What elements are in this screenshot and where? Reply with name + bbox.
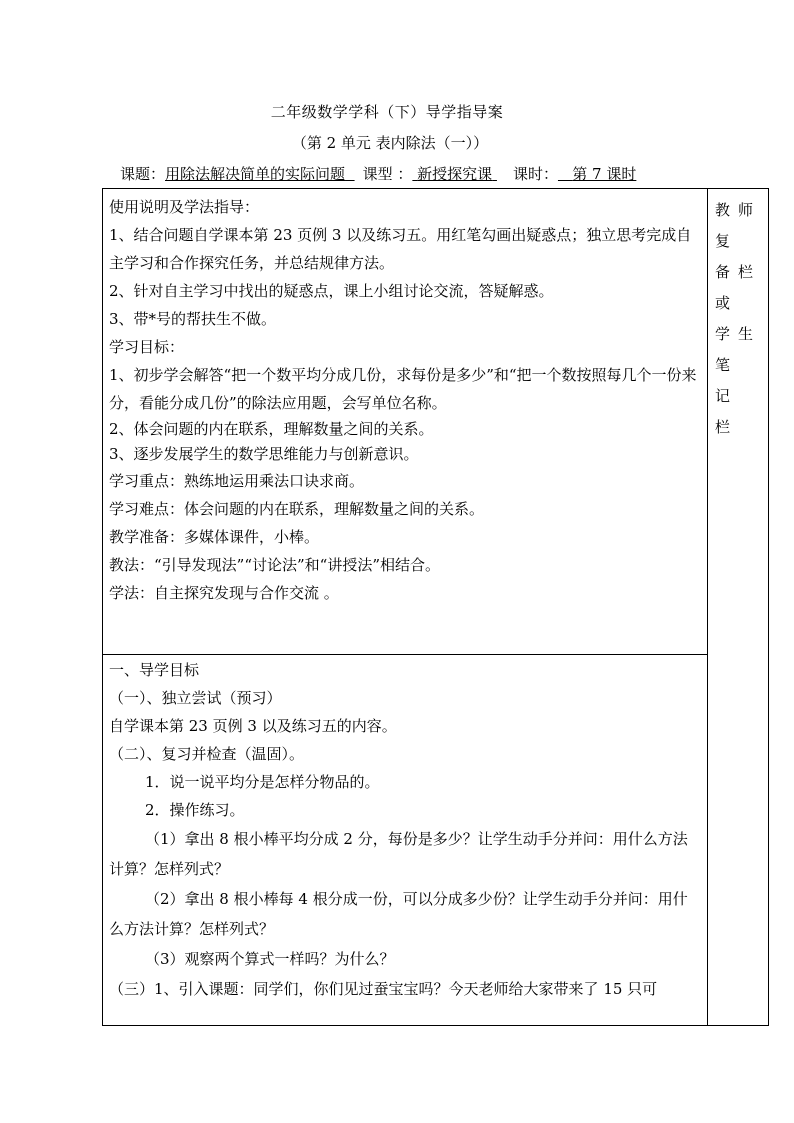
question-item: （3）观察两个算式一样吗？为什么？ [145,950,395,968]
difficulty: 学习难点：体会问题的内在联系，理解数量之间的关系。 [109,500,485,518]
type-label: 课型 ： [362,165,413,183]
side-line: 学生笔 [715,325,762,374]
step-item: 2．操作练习。 [145,801,245,819]
side-line: 教师复 [715,201,762,250]
part-text: 自学课本第 23 页例 3 以及练习五的内容。 [109,717,397,735]
goal-item: 3、逐步发展学生的数学思维能力与创新意识。 [109,445,419,463]
type-value: 新授探究课 [417,165,493,183]
topic-value: 用除法解决简单的实际问题 [165,165,346,183]
period-label: 课时： [512,165,558,183]
guide-item: 2、针对自主学习中找出的疑惑点，课上小组讨论交流，答疑解惑。 [109,282,554,300]
learning-method: 学法：自主探究发现与合作交流 。 [109,584,339,602]
guide-item: 1、结合问题自学课本第 23 页例 3 以及练习五。用红笔勾画出疑惑点；独立思考完成自主学习和合作探究任务，并总结规律方法。 [109,226,692,272]
goal-item: 1、初步学会解答“把一个数平均分成几份，求每份是多少”和“把一个数按照每几个一份来分，看能分成几份”的除法应用题，会写单位名称。 [109,366,697,412]
question-item: （2）拿出 8 根小棒每 4 根分成一份，可以分成多少份？让学生动手分并问：用什么方法计算？怎样列式？ [109,890,688,938]
lesson-meta [120,163,636,184]
part-heading: （三）1、引入课题：同学们，你们见过蚕宝宝吗？今天老师给大家带来了 15 只可 [109,980,658,998]
page-title: 二年级数学学科（下）导学指导案 [270,103,504,121]
key-point: 学习重点：熟练地运用乘法口诀求商。 [109,472,365,490]
page-subtitle: （第 2 单元 表内除法（一）） [291,134,489,152]
side-line: 备栏或 [715,263,762,312]
preparation: 教学准备：多媒体课件，小棒。 [109,528,320,546]
goals-heading: 学习目标： [109,338,185,356]
lesson-table [102,188,769,1026]
side-line: 记 栏 [715,387,739,436]
goal-item: 2、体会问题的内在联系，理解数量之间的关系。 [109,420,434,438]
section-heading: 一、导学目标 [109,661,200,679]
side-notes-column [715,195,765,443]
period-value: 第 7 课时 [572,165,637,183]
question-item: （1）拿出 8 根小棒平均分成 2 分，每份是多少？让学生动手分并问：用什么方法计算？怎样列式？ [109,830,688,878]
teaching-method: 教法：“引导发现法”“讨论法”和“讲授法”相结合。 [109,556,441,574]
column-divider [707,189,708,1025]
row-divider [103,654,707,655]
lesson-cell [109,656,701,1004]
guide-cell [109,193,701,607]
step-item: 1．说一说平均分是怎样分物品的。 [145,773,380,791]
part-heading: （二）、复习并检查（温固）。 [109,745,305,763]
topic-label: 课题： [120,165,166,183]
part-heading: （一）、独立尝试（预习） [109,689,282,707]
guide-item: 3、带*号的帮扶生不做。 [109,310,277,328]
guide-heading: 使用说明及学法指导： [109,198,260,216]
